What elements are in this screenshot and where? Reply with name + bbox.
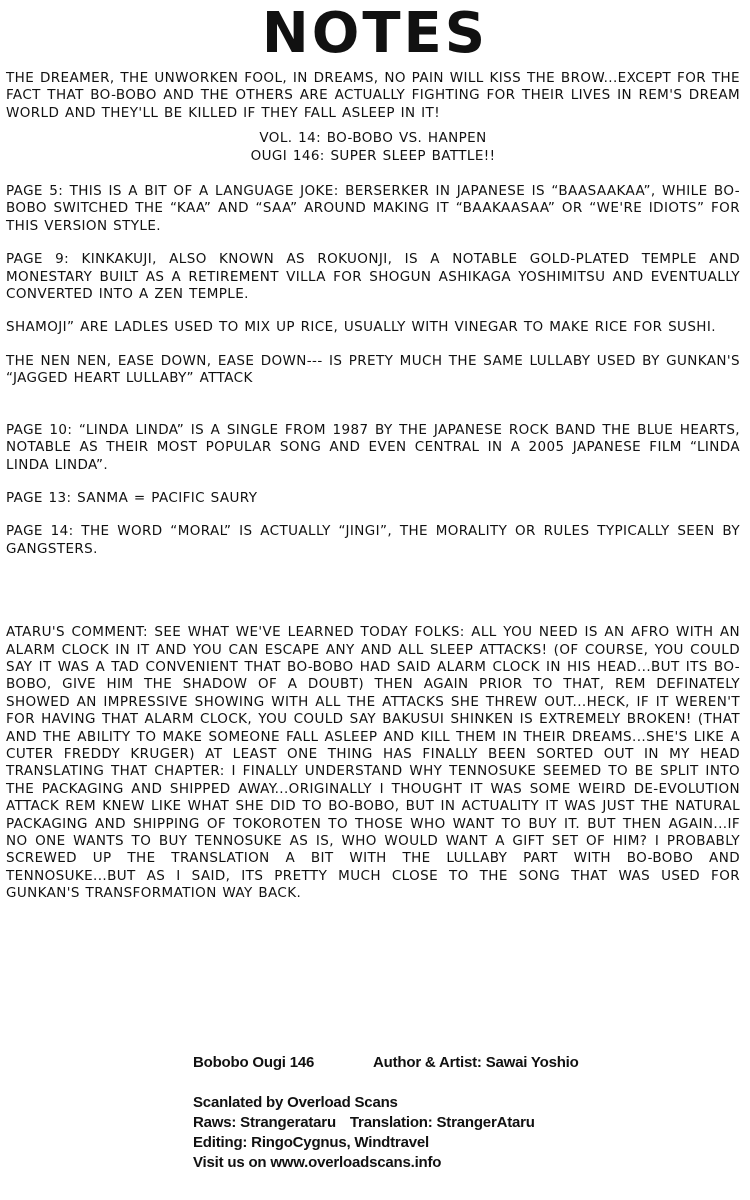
note-page-13: PAGE 13: SANMA = PACIFIC SAURY — [6, 489, 258, 506]
note-page-14: PAGE 14: THE WORD “MORAL” IS ACTUALLY “JINGI”, THE MORALITY OR RULES TYPICALLY SEEN BY GANGSTERS. — [6, 523, 740, 557]
note-page-9: PAGE 9: KINKAKUJI, ALSO KNOWN AS ROKUONJI, IS A NOTABLE GOLD-PLATED TEMPLE AND MONESTARY BUILT AS A RETIREMENT VILLA FOR SHOGUN ASHIKAGA YOSHIMITSU AND EVENTUALLY CONVERTED INTO A ZEN TEMPLE. — [6, 251, 740, 303]
chapter-line: OUGI 146: SUPER SLEEP BATTLE!! — [250, 147, 496, 164]
volume-line: VOL. 14: BO-BOBO VS. HANPEN — [259, 130, 487, 147]
translation-credit: Translation: StrangerAtaru — [349, 1114, 535, 1131]
scanlated-credit: Scanlated by Overload Scans — [193, 1094, 398, 1111]
note-page-10: PAGE 10: “LINDA LINDA” IS A SINGLE FROM 1987 BY THE JAPANESE ROCK BAND THE BLUE HEARTS, NOTABLE AS THEIR MOST POPULAR SONG AND EVEN CENTRAL IN A 2005 JAPANESE FILM “LINDA LINDA LINDA”. — [6, 421, 740, 473]
page-title: NOTES — [261, 1, 489, 66]
series-credit: Bobobo Ougi 146 — [193, 1054, 315, 1071]
author-credit: Author & Artist: Sawai Yoshio — [373, 1054, 579, 1071]
editing-credit: Editing: RingoCygnus, Windtravel — [193, 1134, 429, 1151]
notes-body — [6, 70, 740, 903]
credits-block — [193, 1053, 713, 1173]
translator-comment: ATARU'S COMMENT: SEE WHAT WE'VE LEARNED TODAY FOLKS: ALL YOU NEED IS AN AFRO WITH AN ALARM CLOCK IN IT AND YOU CAN ESCAPE ANY AND ALL SLEEP ATTACKS! (OF COURSE, YOU COULD SAY IT WAS A TAD CONVENIENT THAT BO-BOBO HAD SAID ALARM CLOCK IN HIS HEAD...BUT ITS BO-BOBO, GIVE HIM THE SHADOW OF A DOUBT) THEN AGAIN PRIOR TO THAT, REM DEFINATELY SHOWED AN IMPRESSIVE SHOWING WITH ALL THE ATTACKS SHE THREW OUT...HECK, IF IT WEREN'T FOR HAVING THAT ALARM CLOCK, YOU COULD SAY BAKUSUI SHINKEN IS EXTREMELY BROKEN! (THAT AND THE ABILITY TO MAKE SOMEONE FALL ASLEEP AND KILL THEM IN THEIR DREAMS...SHE'S LIKE A CUTER FREDDY KRUGER) AT LEAST ONE THING HAS FINALLY BEEN SORTED OUT IN MY HEAD TRANSLATING THAT CHAPTER: I FINALLY UNDERSTAND WHY TENNOSUKE SEEMED TO BE SPLIT INTO THE PACKAGING AND SHIPPED AWAY...ORIGINALLY I THOUGHT IT WAS SOME WEIRD DE-EVOLUTION ATTACK REM KNEW LIKE WHAT SHE DID TO BO-BOBO, BUT IN ACTUALITY IT WAS JUST THE NATURAL PACKAGING AND SHIPPING OF TOKOROTEN TO THOSE WHO WANT TO BUY IT. BUT THEN AGAIN...IF NO ONE WANTS TO BUY TENNOSUKE AS IS, WHO WOULD WANT A GIFT SET OF HIM? I PROBABLY SCREWED UP THE TRANSLATION A BIT WITH THE LULLABY PART WITH BO-BOBO AND TENNOSUKE...BUT AS I SAID, ITS PRETTY MUCH CLOSE TO THE SONG THAT WAS USED FOR GUNKAN'S TRANSFORMATION WAY BACK. — [6, 624, 740, 902]
note-shamoji: SHAMOJI” ARE LADLES USED TO MIX UP RICE, USUALLY WITH VINEGAR TO MAKE RICE FOR SUSHI. — [6, 319, 716, 336]
intro-paragraph: THE DREAMER, THE UNWORKEN FOOL, IN DREAMS, NO PAIN WILL KISS THE BROW...EXCEPT FOR THE FACT THAT BO-BOBO AND THE OTHERS ARE ACTUALLY FIGHTING FOR THEIR LIVES IN REM'S DREAM WORLD AND THEY'LL BE KILLED IF THEY FALL ASLEEP IN IT! — [6, 70, 740, 121]
note-lullaby: THE NEN NEN, EASE DOWN, EASE DOWN--- IS PRETY MUCH THE SAME LULLABY USED BY GUNKAN'S “JAGGED HEART LULLABY” ATTACK — [6, 352, 740, 387]
raws-credit: Raws: Strangerataru — [193, 1114, 336, 1131]
website-credit: Visit us on www.overloadscans.info — [193, 1154, 442, 1171]
note-page-5: PAGE 5: THIS IS A BIT OF A LANGUAGE JOKE: BERSERKER IN JAPANESE IS “BAASAAKAA”, WHILE BO-BOBO SWITCHED THE “KAA” AND “SAA” AROUND MAKING IT “BAAKAASAA” OR “WE'RE IDIOTS” FOR THIS VERSION STYLE. — [6, 183, 740, 234]
